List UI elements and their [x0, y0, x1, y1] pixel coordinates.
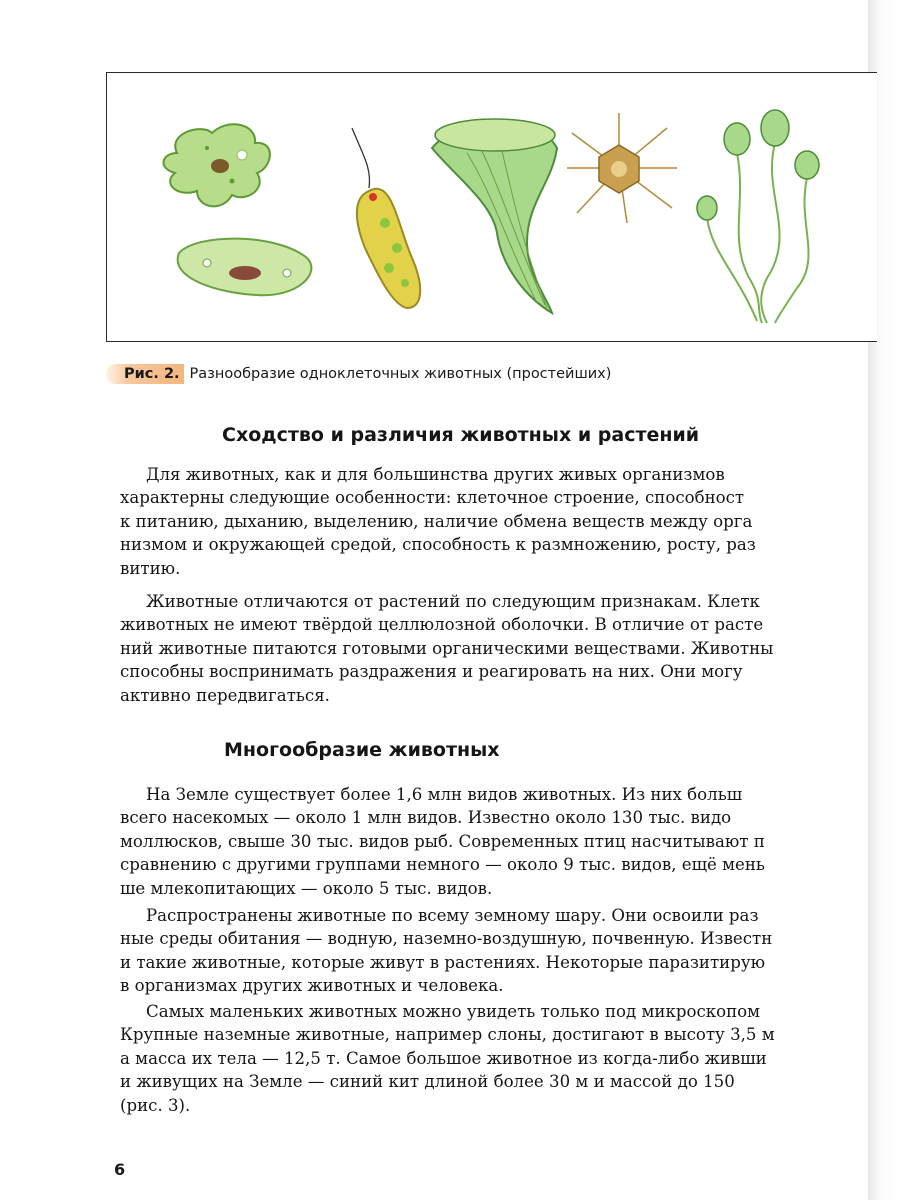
figure-caption-text: Разнообразие одноклеточных животных (простейших)	[189, 366, 612, 382]
text-line: всего насекомых — около 1 млн видов. Известно около 130 тыс. видо	[120, 808, 732, 828]
text-line: способны воспринимать раздражения и реагировать на них. Они могу	[120, 662, 743, 682]
text-line: низмом и окружающей средой, способность к размножению, росту, раз	[120, 535, 756, 555]
text-line: (рис. 3).	[120, 1095, 191, 1115]
stentor-icon	[432, 119, 557, 313]
section-heading-diversity: Многообразие животных	[224, 739, 500, 761]
text-line: характерны следующие особенности: клеточное строение, способност	[120, 488, 745, 508]
text-line: в организмах других животных и человека.	[120, 976, 504, 996]
text-line: животных не имеют твёрдой целлюлозной оболочки. В отличие от расте	[120, 615, 764, 635]
text-line: сравнению с другими группами немного — около 9 тыс. видов, ещё мень	[120, 855, 765, 875]
paragraph	[120, 904, 880, 998]
figure-protozoa	[106, 72, 877, 342]
text-line: и такие животные, которые живут в растениях. Некоторые паразитирую	[120, 952, 766, 972]
text-line: и живущих на Земле — синий кит длиной более 30 м и массой до 150	[120, 1072, 735, 1092]
amoeba-icon	[163, 124, 269, 206]
paramecium-icon	[178, 239, 312, 296]
text-line: к питанию, дыханию, выделению, наличие обмена веществ между орга	[120, 511, 753, 531]
figure-caption	[106, 362, 611, 386]
protozoa-illustration	[107, 73, 877, 341]
text-line: Крупные наземные животные, например слоны, достигают в высоту 3,5 м	[120, 1025, 775, 1045]
vorticella-icon	[697, 110, 819, 323]
figure-tag: Рис. 2.	[106, 364, 184, 384]
paragraph	[120, 783, 880, 900]
text-line: ные среды обитания — водную, наземно-воздушную, почвенную. Известн	[120, 929, 773, 949]
text-line: Животные отличаются от растений по следующим признакам. Клетк	[146, 592, 760, 611]
text-line: На Земле существует более 1,6 млн видов животных. Из них больш	[146, 785, 743, 804]
text-line: витию.	[120, 558, 181, 578]
text-line: ше млекопитающих — около 5 тыс. видов.	[120, 878, 493, 898]
text-line: а масса их тела — 12,5 т. Самое большое животное из когда-либо живши	[120, 1048, 767, 1068]
text-line: Для животных, как и для большинства других живых организмов	[146, 465, 725, 484]
text-line: Самых маленьких животных можно увидеть только под микроскопом	[146, 1002, 761, 1021]
text-line: моллюсков, свыше 30 тыс. видов рыб. Современных птиц насчитывают п	[120, 831, 765, 851]
section-heading-similarity: Сходство и различия животных и растений	[222, 424, 700, 446]
text-line: Распространены животные по всему земному шару. Они освоили раз	[146, 906, 759, 925]
paragraph	[120, 590, 880, 707]
euglena-icon	[352, 128, 420, 308]
radiolarian-icon	[567, 113, 677, 223]
text-line: активно передвигаться.	[120, 685, 330, 705]
text-line: ний животные питаются готовыми органическими веществами. Животны	[120, 638, 774, 658]
paragraph	[120, 1000, 880, 1117]
paragraph	[120, 463, 880, 580]
page-number: 6	[114, 1160, 126, 1179]
